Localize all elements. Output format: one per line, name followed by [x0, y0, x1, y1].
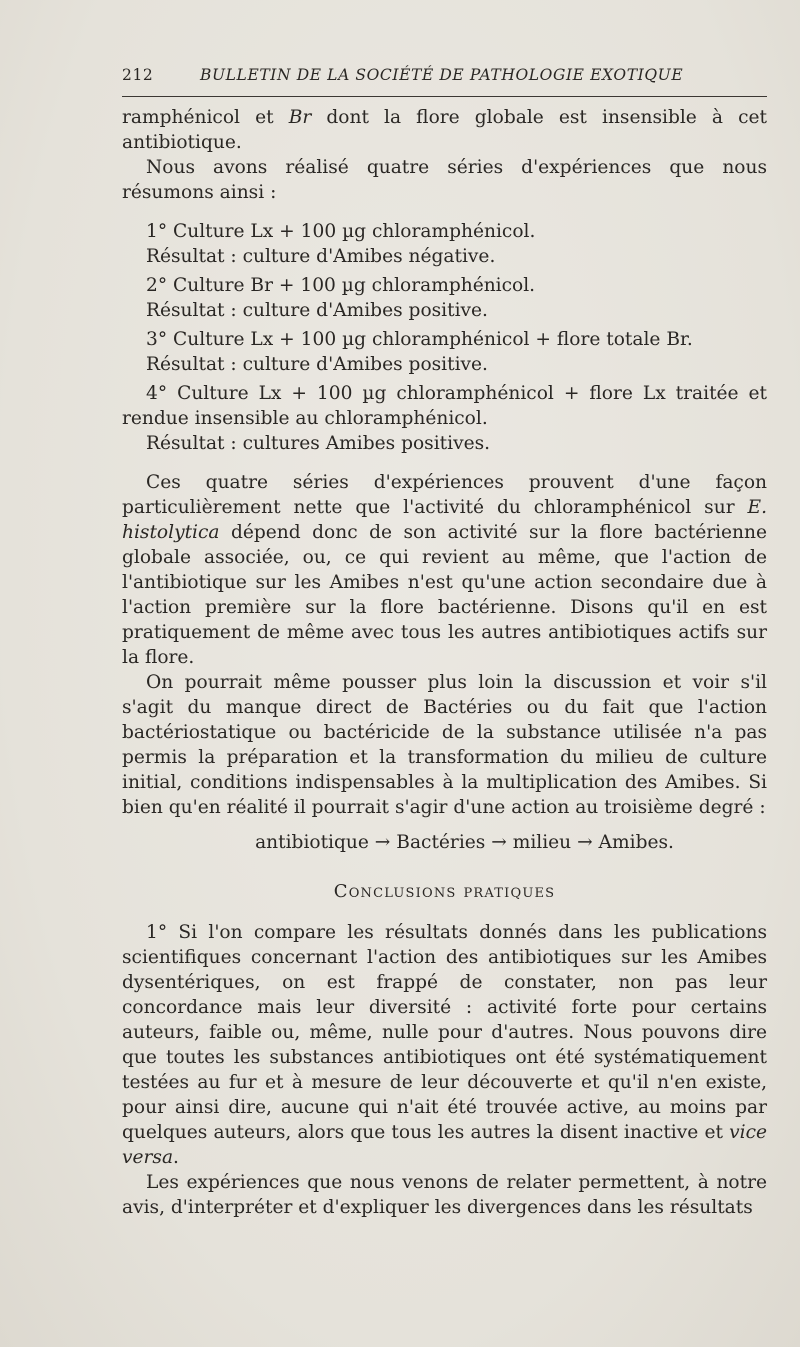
experiment-1-result: Résultat : culture d'Amibes négative. [146, 246, 496, 267]
paragraph-conclusion-1: 1° Si l'on compare les résultats donnés dans les publications scientifiques concernant l'action des antibiotiques sur les Amibes dysentériques, on est frappé de constater, non pas leur concordance mais leur diversité : activité forte pour certains auteurs, faible ou, même, nulle pour d'autres. Nous pouvons dire que toutes les substances antibiotiques ont été systématiquement testées au fur et à mesure de leur découverte et qu'il n'en existe, pour ainsi dire, aucune qui n'ait été trouvée active, au moins par quelques auteurs, alors que tous les autres la disent inactive et vice versa. [122, 922, 767, 1168]
paragraph-continuation: ramphénicol et Br dont la flore globale est insensible à cet antibiotique. [122, 107, 768, 153]
action-chain-formula: antibiotique → Bactéries → milieu → Amibes. [255, 832, 674, 853]
experiment-4-result: Résultat : cultures Amibes positives. [146, 433, 491, 454]
experiment-3-culture: 3° Culture Lx + 100 µg chloramphénicol + flore totale Br. [146, 329, 693, 350]
experiment-3-result: Résultat : culture d'Amibes positive. [146, 354, 488, 375]
paragraph-final: Les expériences que nous venons de relater permettent, à notre avis, d'interpréter et d'expliquer les divergences dans les résultats [122, 1172, 767, 1218]
experiment-2-culture: 2° Culture Br + 100 µg chloramphénicol. [146, 275, 536, 296]
experiment-4-culture: 4° Culture Lx + 100 µg chloramphénicol + flore Lx traitée et rendue insensible au chloramphénicol. [122, 383, 767, 429]
paragraph-conclusion-experiments: Ces quatre séries d'expériences prouvent d'une façon particulièrement nette que l'activité du chloramphénicol sur E. histolytica dépend donc de son activité sur la flore bactérienne globale associée, ou, ce qui revient au même, que l'action de l'antibiotique sur les Amibes n'est qu'une action secondaire due à l'action première sur la flore bactérienne. Disons qu'il en est pratiquement de même avec tous les autres antibiotiques actifs sur la flore. [122, 472, 767, 668]
body-text [122, 105, 767, 1220]
paragraph-discussion: On pourrait même pousser plus loin la discussion et voir s'il s'agit du manque direct de Bactéries ou du fait que l'action bactériostatique ou bactéricide de la substance utilisée n'a pas permis la préparation et la transformation du milieu de culture initial, conditions indispensables à la multiplication des Amibes. Si bien qu'en réalité il pourrait s'agir d'une action au troisième degré : [122, 672, 767, 818]
experiment-2-result: Résultat : culture d'Amibes positive. [146, 300, 488, 321]
paragraph-intro-experiments: Nous avons réalisé quatre séries d'expériences que nous résumons ainsi : [122, 157, 767, 203]
latin-phrase: vice versa [122, 1122, 767, 1168]
species-name: E. histolytica [122, 497, 767, 543]
experiment-1-culture: 1° Culture Lx + 100 µg chloramphénicol. [146, 221, 536, 242]
section-heading: Conclusions pratiques [333, 881, 556, 902]
page-number: 212 [122, 66, 154, 84]
strain-br: Br [288, 107, 312, 128]
journal-title: BULLETIN DE LA SOCIÉTÉ DE PATHOLOGIE EXOTIQUE [200, 66, 684, 84]
header-rule [122, 96, 767, 97]
